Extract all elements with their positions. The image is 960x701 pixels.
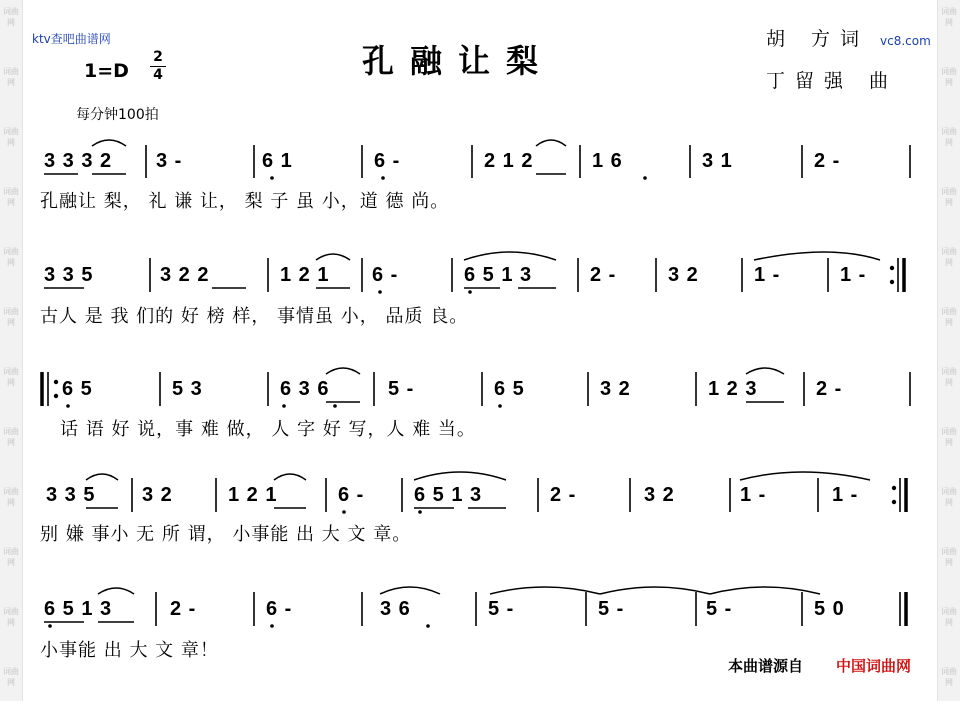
edge-watermark: 词曲网 [941, 7, 957, 27]
edge-watermark: 词曲网 [3, 247, 19, 267]
note-group: 1 2 1 [280, 264, 330, 286]
source-label: 本曲谱源自 [728, 657, 804, 675]
note-group: 6 3 6 [280, 378, 330, 400]
lyrics-line: 孔融让 梨， 礼 谦 让， 梨 子 虽 小，道 德 尚。 [40, 191, 450, 212]
note-group: 3 2 2 [160, 264, 210, 286]
note-group: 1 - [840, 264, 867, 286]
note-group: 6 5 1 3 [464, 264, 533, 286]
note-group: 3 6 [380, 598, 411, 620]
tempo-marking: 每分钟100拍 [76, 107, 159, 123]
note-group: 1 2 3 [708, 378, 758, 400]
edge-watermark: 词曲网 [941, 667, 957, 687]
note-group: 6 - [372, 264, 399, 286]
note-group: 5 0 [814, 598, 845, 620]
note-group: 2 - [814, 150, 841, 172]
edge-watermark: 词曲网 [941, 487, 957, 507]
time-signature-top: 2 [153, 49, 163, 65]
edge-watermark: 词曲网 [941, 307, 957, 327]
edge-watermark: 词曲网 [3, 367, 19, 387]
note-group: 3 3 5 [46, 484, 96, 506]
note-group: 3 2 [600, 378, 631, 400]
edge-watermark: 词曲网 [3, 547, 19, 567]
lyrics-line: 古人 是 我 们的 好 榜 样， 事情虽 小， 品质 良。 [40, 306, 469, 327]
note-group: 6 5 1 3 [414, 484, 483, 506]
edge-watermark: 词曲网 [941, 427, 957, 447]
source-brand-link[interactable]: 中国词曲网 [836, 657, 912, 675]
edge-watermark: 词曲网 [3, 7, 19, 27]
note-group: 3 3 5 [44, 264, 94, 286]
note-group: 5 - [598, 598, 625, 620]
note-group: 1 6 [592, 150, 623, 172]
edge-watermark: 词曲网 [3, 667, 19, 687]
note-group: 5 - [388, 378, 415, 400]
note-group: 2 - [550, 484, 577, 506]
lyricist-credit: 胡 方词 [766, 28, 870, 50]
note-group: 6 - [374, 150, 401, 172]
note-group: 1 - [740, 484, 767, 506]
composer-credit: 丁留强 曲 [766, 70, 899, 92]
note-group: 1 2 1 [228, 484, 278, 506]
slurs [86, 140, 880, 594]
edge-watermark: 词曲网 [941, 367, 957, 387]
edge-watermark: 词曲网 [3, 187, 19, 207]
edge-watermark: 词曲网 [3, 307, 19, 327]
beam-underlines [44, 174, 784, 622]
note-group: 5 3 [172, 378, 203, 400]
note-group: 6 5 [62, 378, 93, 400]
edge-watermark: 词曲网 [941, 187, 957, 207]
note-group: 3 2 [142, 484, 173, 506]
barlines [42, 145, 910, 626]
note-group: 2 - [590, 264, 617, 286]
note-group: 6 5 [494, 378, 525, 400]
note-group: 2 - [816, 378, 843, 400]
note-group: 2 1 2 [484, 150, 534, 172]
note-group: 3 1 [702, 150, 733, 172]
note-group: 6 - [266, 598, 293, 620]
note-group: 6 1 [262, 150, 293, 172]
edge-watermark: 词曲网 [941, 247, 957, 267]
edge-watermark: 词曲网 [941, 67, 957, 87]
note-group: 3 2 [668, 264, 699, 286]
note-group: 1 - [832, 484, 859, 506]
key-signature: 1=D [84, 60, 129, 82]
song-title: 孔融让梨 [362, 42, 555, 80]
repeat-dots [54, 266, 896, 504]
edge-watermark: 词曲网 [3, 67, 19, 87]
note-group: 1 - [754, 264, 781, 286]
edge-watermark: 词曲网 [3, 607, 19, 627]
note-group: 6 5 1 3 [44, 598, 113, 620]
note-group: 5 - [706, 598, 733, 620]
site-watermark-right: vc8.com [880, 34, 931, 48]
note-group: 2 - [170, 598, 197, 620]
lyrics-line: 别 嫌 事小 无 所 谓， 小事能 出 大 文 章。 [40, 524, 412, 545]
note-group: 6 - [338, 484, 365, 506]
note-group: 3 3 3 2 [44, 150, 113, 172]
site-watermark: ktv查吧曲谱网 [32, 32, 111, 46]
edge-watermark: 词曲网 [3, 427, 19, 447]
lyrics-line: 小事能 出 大 文 章！ [40, 640, 219, 661]
time-signature-bottom: 4 [153, 67, 163, 83]
note-group: 5 - [488, 598, 515, 620]
edge-watermark: 词曲网 [3, 487, 19, 507]
note-group: 3 - [156, 150, 183, 172]
edge-watermark: 词曲网 [941, 547, 957, 567]
note-group: 3 2 [644, 484, 675, 506]
edge-watermark: 词曲网 [941, 127, 957, 147]
lyrics-line: 话 语 好 说，事 难 做， 人 字 好 写，人 难 当。 [60, 419, 476, 440]
edge-watermark: 词曲网 [941, 607, 957, 627]
edge-watermark: 词曲网 [3, 127, 19, 147]
